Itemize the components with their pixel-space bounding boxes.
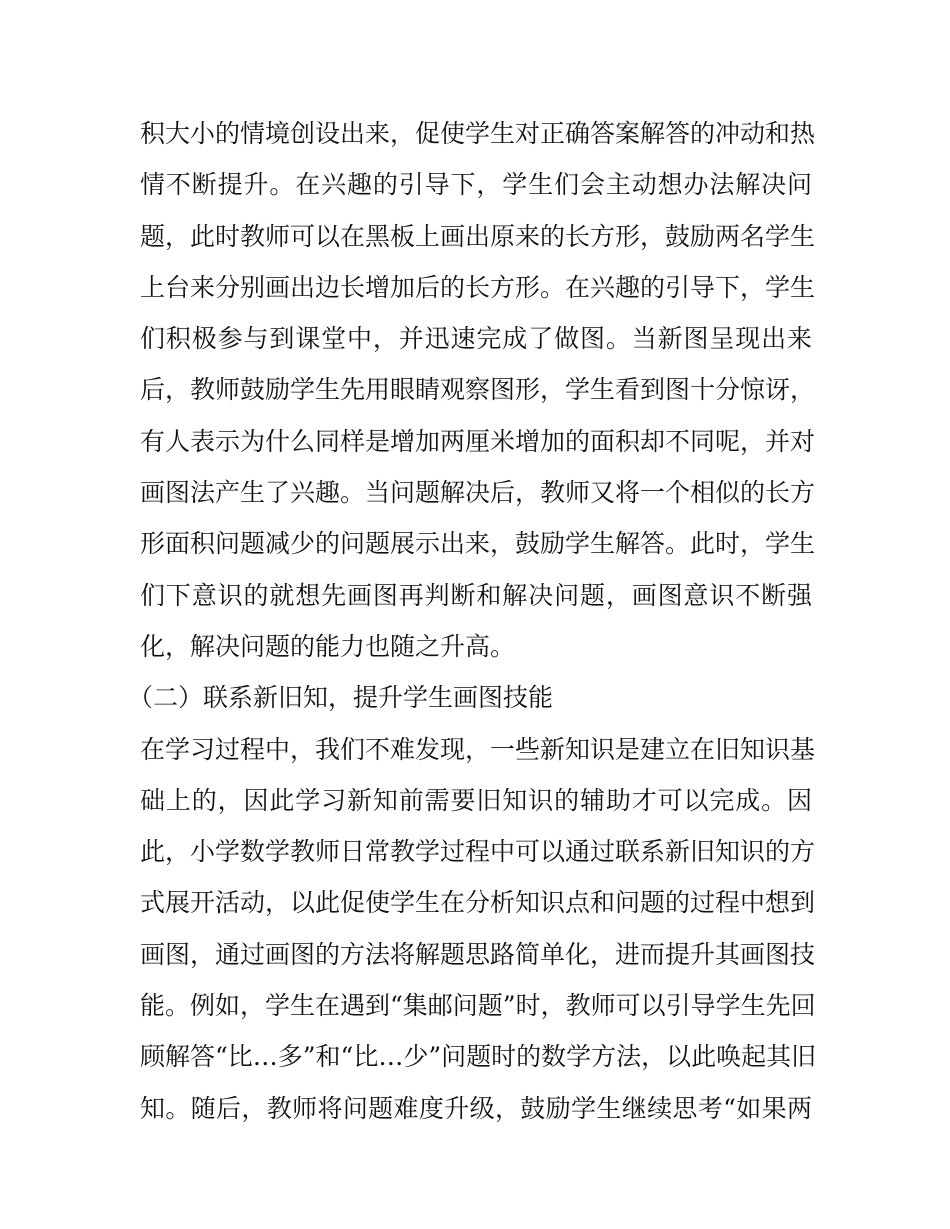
text-line: 题，此时教师可以在黑板上画出原来的长方形，鼓励两名学生: [140, 221, 816, 251]
section-heading: （二）联系新旧知，提升学生画图技能: [128, 683, 554, 713]
text-line: 们积极参与到课堂中，并迅速完成了做图。当新图呈现出来: [140, 324, 812, 354]
text-line: 化，解决问题的能力也随之升高。: [140, 631, 516, 661]
text-line: 形面积问题减少的问题展示出来，鼓励学生解答。此时，学生: [140, 529, 816, 559]
text-line: 情不断提升。在兴趣的引导下，学生们会主动想办法解决问: [140, 170, 812, 200]
text-line: 上台来分别画出边长增加后的长方形。在兴趣的引导下，学生: [140, 272, 816, 302]
text-line: 们下意识的就想先画图再判断和解决问题，画图意识不断强: [140, 580, 812, 610]
text-line: 能。例如，学生在遇到“集邮问题”时，教师可以引导学生先回: [140, 991, 816, 1021]
text-line: 画图法产生了兴趣。当问题解决后，教师又将一个相似的长方: [140, 478, 816, 508]
text-line: 画图，通过画图的方法将解题思路简单化，进而提升其画图技: [140, 939, 816, 969]
text-line: 后，教师鼓励学生先用眼睛观察图形，学生看到图十分惊讶，: [140, 375, 816, 405]
text-line: 在学习过程中，我们不难发现，一些新知识是建立在旧知识基: [140, 734, 816, 764]
text-line: 此，小学数学教师日常教学过程中可以通过联系新旧知识的方: [140, 837, 816, 867]
text-line: 积大小的情境创设出来，促使学生对正确答案解答的冲动和热: [140, 119, 816, 148]
body-text: [128, 108, 817, 1134]
text-line: 知。随后，教师将问题难度升级，鼓励学生继续思考“如果两: [140, 1093, 812, 1123]
text-line: 式展开活动，以此促使学生在分析知识点和问题的过程中想到: [140, 888, 816, 918]
text-line: 顾解答“比…多”和“比…少”问题时的数学方法，以此唤起其旧: [140, 1042, 817, 1072]
text-line: 有人表示为什么同样是增加两厘米增加的面积却不同呢，并对: [140, 426, 816, 456]
text-line: 础上的，因此学习新知前需要旧知识的辅助才可以完成。因: [140, 785, 812, 815]
